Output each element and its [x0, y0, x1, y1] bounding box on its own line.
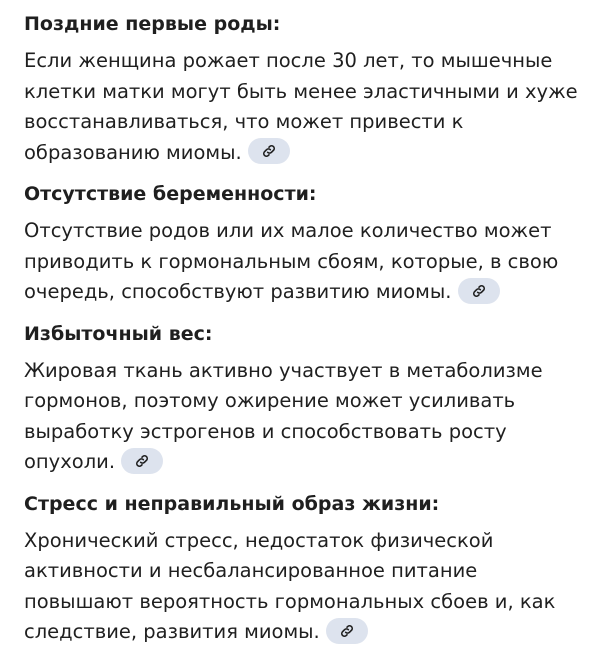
section-heading: Избыточный вес:: [24, 322, 213, 345]
source-link-button[interactable]: [248, 138, 290, 164]
section-paragraph: [24, 526, 584, 648]
answer-content: [24, 10, 584, 660]
section-heading: Отсутствие беременности:: [24, 183, 317, 205]
link-icon: [339, 623, 355, 639]
section-heading: Поздние первые роды:: [24, 13, 281, 35]
link-icon: [134, 453, 150, 469]
section-paragraph: [24, 356, 584, 478]
section-text: Отсутствие родов или их малое количество может приводить к гормональным сбоям, которые, в свою очередь, способствуют развитию миомы.: [24, 219, 559, 303]
section-paragraph: [24, 216, 584, 308]
section-text: Если женщина рожает после 30 лет, то мышечные клетки матки могут быть менее эластичными и хуже восстанавливаться, что может привести к образованию миомы.: [24, 49, 578, 164]
link-icon: [261, 143, 277, 159]
section-late-first-birth: [24, 10, 584, 168]
source-link-button[interactable]: [458, 278, 500, 304]
section-stress-lifestyle: [24, 490, 584, 648]
section-excess-weight: [24, 320, 584, 478]
source-link-button[interactable]: [121, 448, 163, 474]
section-heading: Стресс и неправильный образ жизни:: [24, 492, 440, 515]
link-icon: [471, 283, 487, 299]
source-link-button[interactable]: [326, 618, 368, 644]
section-text: Жировая ткань активно участвует в метаболизме гормонов, поэтому ожирение может усиливать выработку эстрогенов и способствовать росту опухоли.: [24, 358, 543, 473]
section-text: Хронический стресс, недостаток физической активности и несбалансированное питание повышают вероятность гормональных сбоев и, как следствие, развития миомы.: [24, 528, 556, 643]
section-no-pregnancy: [24, 180, 584, 308]
section-paragraph: [24, 46, 584, 168]
